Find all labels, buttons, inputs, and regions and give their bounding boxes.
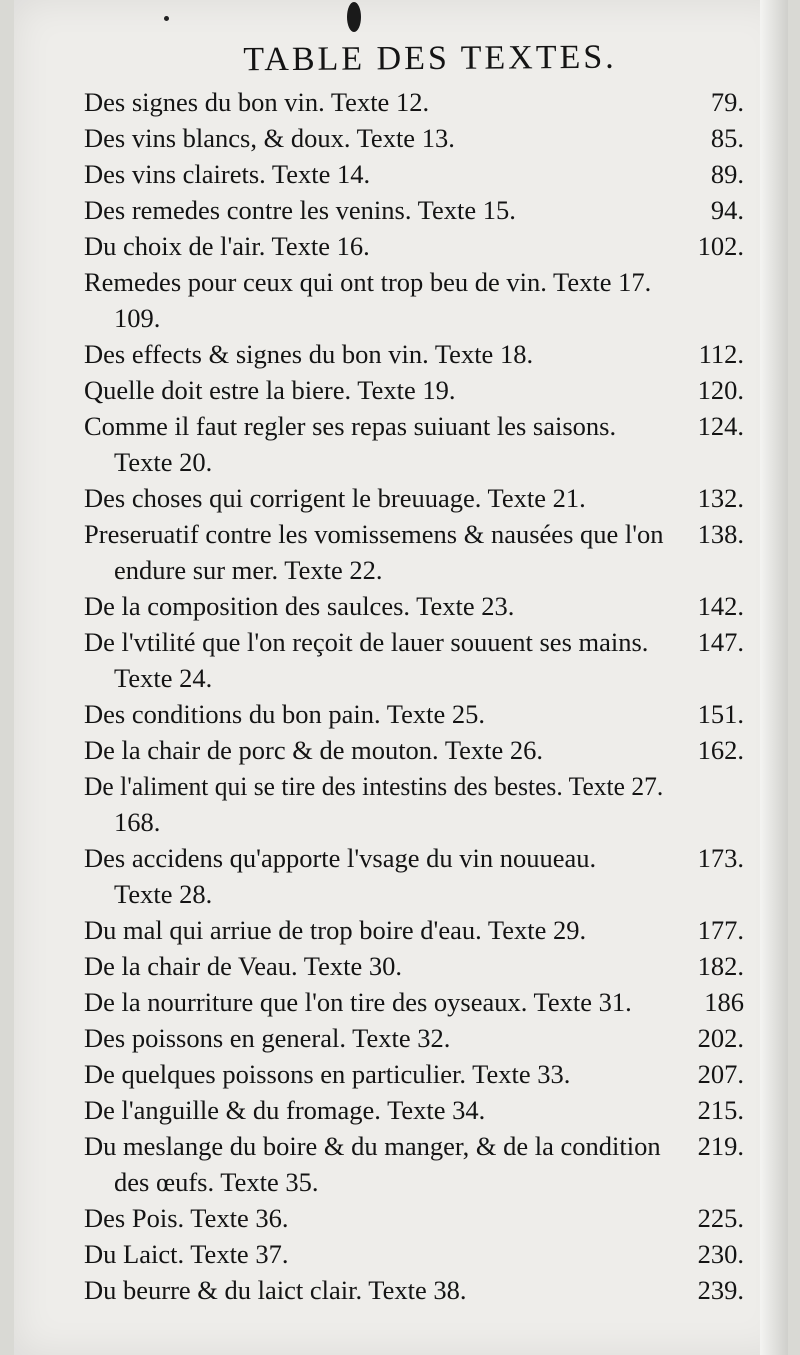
entry-text: De l'aliment qui se tire des intestins des bestes. Texte 27.: [84, 771, 664, 801]
entry-cont-text: endure sur mer. Texte 22.: [114, 555, 383, 585]
toc-entry: [84, 1200, 744, 1236]
entry-continuation: [84, 300, 744, 336]
entry-text: Remedes pour ceux qui ont trop beu de vin. Texte 17.: [84, 267, 652, 297]
entry-text: De l'vtilité que l'on reçoit de lauer souuent ses mains.: [84, 627, 649, 657]
entry-text: Preseruatif contre les vomissemens & nausées que l'on: [84, 519, 664, 549]
page-title: TABLE DES TEXTES.: [243, 38, 617, 79]
entry-page: 120.: [697, 375, 744, 405]
toc-entry: [84, 1092, 744, 1128]
toc-entry: [84, 1236, 744, 1272]
toc-entry: [84, 732, 744, 768]
entry-page: 215.: [697, 1095, 744, 1125]
entry-page: 79.: [710, 87, 744, 117]
entry-text: Des conditions du bon pain. Texte 25.: [84, 699, 485, 729]
entry-page: 147.: [697, 627, 744, 657]
entry-text: Des accidens qu'apporte l'vsage du vin nouueau.: [84, 843, 597, 873]
entry-page: 177.: [697, 915, 744, 945]
toc-entry: [84, 588, 744, 624]
toc-entry: [84, 120, 744, 156]
entry-page: 151.: [697, 699, 744, 729]
entry-text: Quelle doit estre la biere. Texte 19.: [84, 375, 456, 405]
entry-page: 85.: [710, 123, 744, 153]
ink-blot: [347, 2, 361, 32]
toc-entry: [84, 912, 744, 948]
entry-page: 124.: [697, 411, 744, 441]
toc-entry: [84, 840, 744, 912]
entry-text: Des effects & signes du bon vin. Texte 18.: [84, 339, 534, 369]
entry-text: Du meslange du boire & du manger, & de la condition: [84, 1131, 661, 1161]
toc-entry: [84, 156, 744, 192]
toc-entry: [84, 516, 744, 588]
entry-page: 94.: [710, 195, 744, 225]
entry-page: 207.: [697, 1059, 744, 1089]
toc-entry: [84, 264, 744, 336]
toc-entry: [84, 768, 744, 840]
toc-entry: [84, 624, 744, 696]
entry-page: 182.: [697, 951, 744, 981]
table-of-contents: [84, 84, 744, 1308]
entry-text: Des vins blancs, & doux. Texte 13.: [84, 123, 455, 153]
toc-entry: [84, 1272, 744, 1308]
toc-entry: [84, 372, 744, 408]
entry-text: Des poissons en general. Texte 32.: [84, 1023, 451, 1053]
entry-page: 89.: [710, 159, 744, 189]
entry-page: 225.: [697, 1203, 744, 1233]
entry-page: 173.: [697, 843, 744, 873]
entry-text: Comme il faut regler ses repas suiuant les saisons.: [84, 411, 617, 441]
toc-entry: [84, 336, 744, 372]
toc-entry: [84, 696, 744, 732]
entry-page: 142.: [697, 591, 744, 621]
toc-entry: [84, 480, 744, 516]
entry-page: 112.: [698, 339, 744, 369]
entry-text: De l'anguille & du fromage. Texte 34.: [84, 1095, 486, 1125]
toc-entry: [84, 408, 744, 480]
entry-text: Des signes du bon vin. Texte 12.: [84, 87, 430, 117]
toc-entry: [84, 228, 744, 264]
entry-page: 219.: [697, 1131, 744, 1161]
entry-page: 132.: [697, 483, 744, 513]
entry-text: De la nourriture que l'on tire des oyseaux. Texte 31.: [84, 987, 632, 1017]
entry-text: De la chair de porc & de mouton. Texte 26.: [84, 735, 544, 765]
entry-text: De quelques poissons en particulier. Texte 33.: [84, 1059, 571, 1089]
entry-text: Du beurre & du laict clair. Texte 38.: [84, 1275, 467, 1305]
entry-page: 162.: [697, 735, 744, 765]
entry-page: 202.: [697, 1023, 744, 1053]
entry-text: Des remedes contre les venins. Texte 15.: [84, 195, 516, 225]
entry-page: 239.: [697, 1275, 744, 1305]
entry-text: Du choix de l'air. Texte 16.: [84, 231, 370, 261]
toc-entry: [84, 1020, 744, 1056]
toc-entry: [84, 1128, 744, 1200]
entry-page: 138.: [697, 519, 744, 549]
toc-entry: [84, 948, 744, 984]
entry-text: Du Laict. Texte 37.: [84, 1239, 289, 1269]
page-edge: [760, 0, 788, 1355]
entry-page: 230.: [697, 1239, 744, 1269]
entry-page: 102.: [697, 231, 744, 261]
entry-cont-text: des œufs. Texte 35.: [114, 1167, 319, 1197]
toc-entry: [84, 984, 744, 1020]
entry-text: De la composition des saulces. Texte 23.: [84, 591, 515, 621]
toc-entry: [84, 1056, 744, 1092]
entry-text: De la chair de Veau. Texte 30.: [84, 951, 402, 981]
entry-text: Des choses qui corrigent le breuuage. Texte 21.: [84, 483, 586, 513]
entry-cont-text: 109.: [114, 303, 161, 333]
entry-cont-text: Texte 24.: [114, 663, 213, 693]
entry-cont-text: Texte 20.: [114, 447, 213, 477]
entry-continuation: [84, 804, 744, 840]
entry-cont-text: Texte 28.: [114, 879, 213, 909]
entry-text: Des Pois. Texte 36.: [84, 1203, 289, 1233]
ink-dot: [164, 16, 169, 21]
entry-cont-text: 168.: [114, 807, 161, 837]
toc-entry: [84, 84, 744, 120]
toc-entry: [84, 192, 744, 228]
entry-text: Des vins clairets. Texte 14.: [84, 159, 371, 189]
entry-text: Du mal qui arriue de trop boire d'eau. Texte 29.: [84, 915, 587, 945]
entry-page: 186: [704, 987, 744, 1017]
